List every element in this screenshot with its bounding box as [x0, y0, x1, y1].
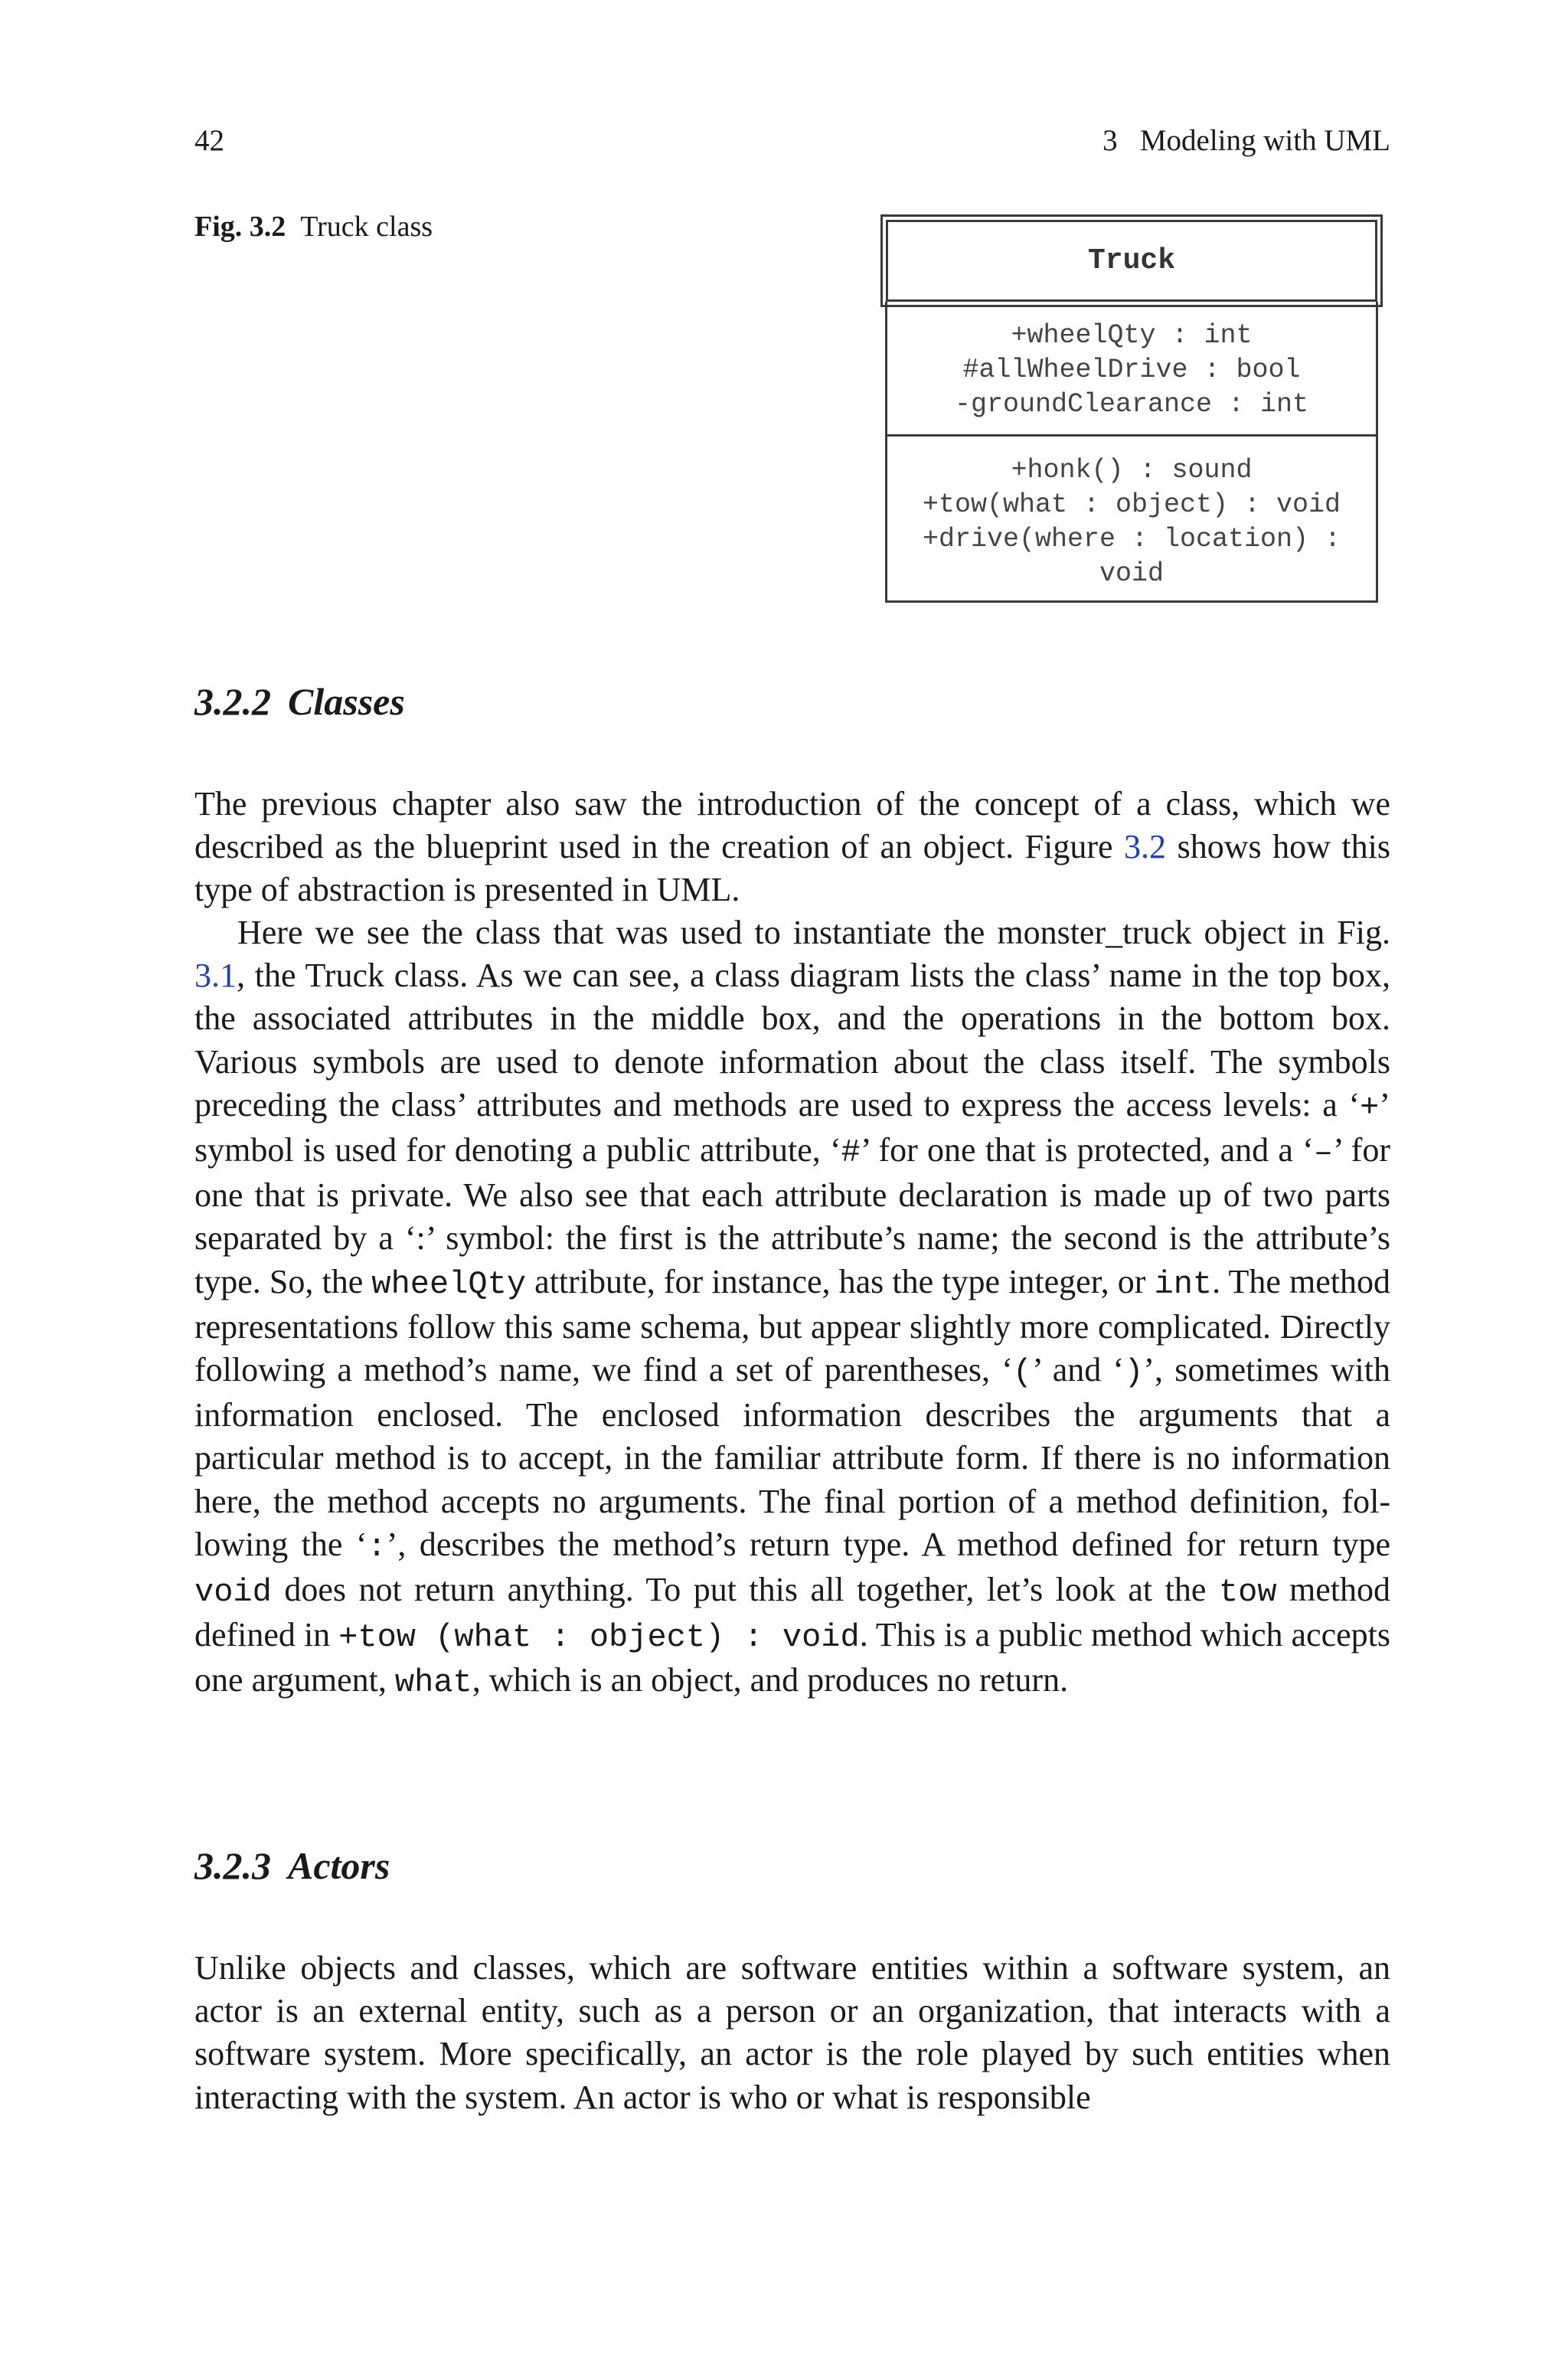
figure-label: Fig. 3.2	[194, 211, 286, 243]
uml-class-body	[885, 302, 1378, 603]
uml-operations	[887, 437, 1376, 600]
code-symbol: –	[1313, 1134, 1334, 1172]
chapter-title: 3 Modeling with UML	[1102, 124, 1390, 157]
text-run: The previous chapter also saw the introduction of the concept of a class, which we described as the blueprint used in the creation of an object. Figure	[194, 785, 1390, 866]
inline-code: :	[367, 1528, 387, 1565]
code-symbol: +	[1360, 1088, 1380, 1126]
inline-code: void	[194, 1574, 272, 1611]
text-run: attribute, for instance, has the type integer, or	[526, 1262, 1155, 1300]
text-run: ’, describes the method’s return type. A method defined for return type	[386, 1525, 1390, 1563]
inline-code: wheelQty	[371, 1265, 527, 1303]
code-symbol: #	[841, 1134, 861, 1172]
uml-operation: void	[1099, 558, 1164, 589]
uml-attributes	[887, 302, 1376, 437]
inline-code: (	[1012, 1354, 1033, 1392]
inline-code: tow	[1218, 1574, 1277, 1611]
uml-attribute: -groundClearance : int	[954, 389, 1309, 420]
uml-attribute: +wheelQty : int	[1011, 320, 1253, 351]
text-run: . This is a public method which accepts one argument,	[194, 1616, 1390, 1699]
inline-code: )	[1124, 1354, 1144, 1392]
uml-operation: +honk() : sound	[1011, 455, 1253, 486]
section-heading-actors	[194, 1844, 390, 1887]
section-number: 3.2.3	[194, 1844, 271, 1887]
text-run: ’, sometimes with information enclosed. The enclosed information describes the arguments that a particular method is to accept, in the familiar attribute form. If there is no information here, the method accepts no arguments. The final portion of a method definition, fol-lowing the ‘	[194, 1351, 1390, 1563]
paragraph-classes-1	[194, 783, 1390, 912]
text-run: ’ for one that is private. We also see that each attribute declaration is made up of two parts separated by a ‘:’ symbol: the first is the attribute’s name; the second is the attribute’s type. So, the	[194, 1131, 1390, 1300]
paragraph-actors-1: Unlike objects and classes, which are software entities within a software system, an actor is an external entity, such as a person or an organization, that interacts with a software system. More specifically, an actor is the role played by such entities when interacting with the system. An actor is who or what is responsible	[194, 1949, 1390, 2116]
figure-caption	[194, 210, 433, 244]
page-number: 42	[194, 124, 224, 157]
text-run: ’ for one that is protected, and a ‘	[860, 1131, 1314, 1169]
figure-link[interactable]: 3.2	[1124, 828, 1167, 866]
figure-caption-text: Truck class	[300, 211, 433, 243]
text-run: method defined in	[194, 1571, 1391, 1654]
paragraph-classes-2	[194, 911, 1390, 1705]
uml-operation: +tow(what : object) : void	[922, 489, 1341, 520]
uml-class-name: Truck	[886, 220, 1377, 302]
uml-attribute: #allWheelDrive : bool	[962, 355, 1301, 385]
section-number: 3.2.2	[194, 680, 271, 723]
text-run: , which is an object, and produces no return.	[472, 1661, 1069, 1699]
uml-operation: +drive(where : location) :	[922, 524, 1341, 554]
section-title: Classes	[288, 680, 405, 723]
figure-link[interactable]: 3.1	[194, 957, 237, 995]
inline-code: what	[394, 1664, 472, 1702]
text-run: ’ and ‘	[1032, 1351, 1125, 1389]
inline-code: +tow (what : object) : void	[338, 1619, 860, 1657]
inline-code: int	[1154, 1265, 1213, 1303]
text-run: . The method representations follow this same schema, but appear slightly more complicated. Directly following a method’s name, we find a set of parentheses, ‘	[194, 1262, 1390, 1389]
text-run: shows how this type of abstraction is presented in UML.	[194, 828, 1390, 909]
text-run: does not return anything. To put this all together, let’s look at the	[271, 1571, 1219, 1609]
section-heading-classes	[194, 680, 405, 723]
section-title: Actors	[288, 1844, 390, 1887]
text-run: Here we see the class that was used to instantiate the monster_truck object in Fig.	[237, 914, 1390, 951]
text-run: ’ symbol is used for denoting a public attribute, ‘	[194, 1085, 1390, 1169]
uml-class-diagram	[880, 214, 1383, 603]
text-run: , the Truck class. As we can see, a class diagram lists the class’ name in the top box, the associated attributes in the middle box, and the operations in the bottom box. Various symbols are used to denote information about the class itself. The symbols preceding the class’ attributes and methods are used to express the access levels: a ‘	[194, 957, 1390, 1124]
